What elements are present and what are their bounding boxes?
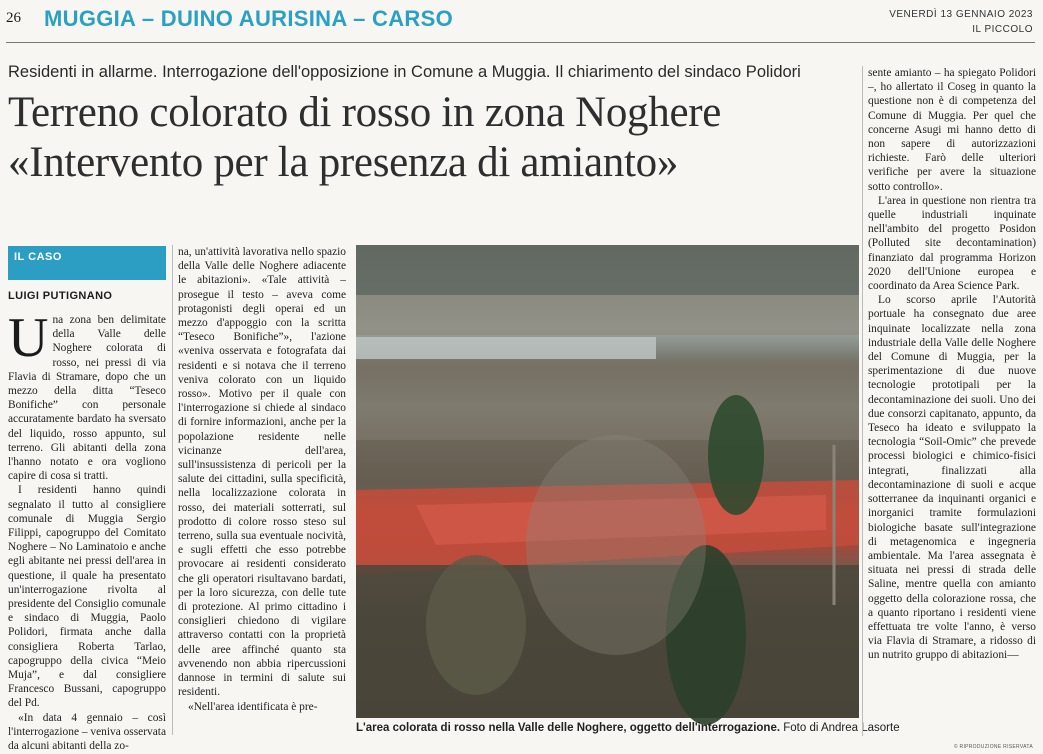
- photo-caption: [356, 722, 900, 734]
- reproduction-notice: © RIPRODUZIONE RISERVATA: [953, 744, 1033, 750]
- paragraph: I residenti hanno quindi segnalato il tutto al consigliere comunale di Muggia Sergio Filippi, capogruppo del Comitato Noghere – No Laminatoio e anche egli abitante nei pressi dell'area in questione, il quale ha presentato un'interrogazione rivolta al presidente del Consiglio comunale e sindaco di Muggia, Paolo Polidori, firmata anche dalla consigliera Roberta Tarlao, capogruppo della civica “Meio Muja”, e dal consigliere Francesco Bussani, capogruppo del Pd.: [8, 484, 166, 710]
- author-byline: LUIGI PUTIGNANO: [8, 290, 113, 302]
- newspaper-name: IL PICCOLO: [972, 24, 1033, 35]
- column-divider: [172, 245, 173, 735]
- tag-label: IL CASO: [14, 251, 62, 263]
- article-column-2: [178, 245, 346, 735]
- article-kicker: Residenti in allarme. Interrogazione dell'opposizione in Comune a Muggia. Il chiarimento del sindaco Polidori: [8, 63, 801, 81]
- paragraph: «In data 4 gennaio – così l'interrogazione – veniva osservata da alcuni abitanti della zo-: [8, 711, 166, 753]
- paragraph: na zona ben delimitate della Valle delle Noghere colorata di rosso, nei pressi di via Flavia di Stramare, dopo che un mezzo della ditta “Teseco Bonifiche” con personale accuratamente bardato ha sversato del liquido, rosso appunto, sul terreno. Gli abitanti della zona l'hanno notato e ora vogliono capire di cosa si tratti.: [8, 314, 166, 483]
- issue-date: VENERDÌ 13 GENNAIO 2023: [889, 9, 1033, 20]
- headline-line-2: «Intervento per la presenza di amianto»: [8, 139, 679, 186]
- section-title: MUGGIA – DUINO AURISINA – CARSO: [44, 6, 453, 31]
- dropcap: U: [8, 307, 49, 369]
- paragraph: sente amianto – ha spiegato Polidori –, ho allertato il Coseg in quanto la questione non è di competenza del Comune di Muggia. Per quel che concerne Asugi mi hanno detto di non sapere di autorizzazioni richieste. Farò delle ulteriori verifiche per avere la situazione sotto controllo».: [868, 67, 1036, 193]
- paragraph: Lo scorso aprile l'Autorità portuale ha consegnato due aree inquinate localizzate nella zona industriale della Valle delle Noghere del Comune di Muggia, per la sperimentazione di due nuove tecnologie prototipali per la decontaminazione dei suoli. Uno dei due consorzi capitanato, appunto, da Teseco ha ideato e sviluppato la tecnologia “Soil-Omic” che prevede processi biologici e chimico-fisici integrati, finalizzati alla decontaminazione di suoli e acque sotterranee da inquinanti organici e inorganici tramite formulazioni biologiche basate sull'integrazione di metagenomica e ingegneria ambientale. Ma l'area assegnata è situata nei pressi di strada delle Saline, mentre quella con amianto oggetto della colorazione rossa, che a quanto riportano i residenti viene effettuata tre volte l'anno, è verso via Flavia di Stramare, a ridosso di un nutrito gruppo di abitazioni—: [868, 294, 1036, 662]
- article-column-3: [868, 66, 1036, 738]
- paragraph: L'area in questione non rientra tra quelle industriali inquinate nell'ambito del progetto Posidon (Polluted site decontamination) finanziato dal programma Horizon 2020 dell'Unione europea e coordinato da Area Science Park.: [868, 194, 1036, 293]
- paragraph: na, un'attività lavorativa nello spazio della Valle delle Noghere adiacente le abitazioni». «Tale attività – prosegue il testo – aveva come protagonisti degli operai ed un mezzo d'appoggio con la scritta “Teseco Bonifiche”», l'azione «veniva osservata e fotografata dai residenti e si notava che il terreno veniva colorato con un liquido rosso». Motivo per il quale con l'interrogazione si chiede al sindaco di fornire informazioni, anche per la popolazione residente nelle vicinanze dell'area, sull'insussistenza di pericoli per la salute dei cittadini, sulla specificità, nella localizzazione colorata in rosso, dei materiali sotterrati, sul prodotto di colore rosso steso sul terreno, sulla sua eventuale nocività, e sugli effetti che esso potrebbe provocare ai residenti considerato che gli operatori risultavano bardati, per la loro sicurezza, con delle tute di protezione. Al primo cittadino i consiglieri chiedono di vigilare attraverso contatti con la proprietà delle aree affinché quanto sta avvenendo non abbia ripercussioni dannose in termini di salute sui residenti.: [178, 246, 346, 699]
- photo-credit: Foto di Andrea Lasorte: [780, 722, 900, 734]
- caption-text: L'area colorata di rosso nella Valle delle Noghere, oggetto dell'interrogazione.: [356, 722, 781, 734]
- article-column-1: [8, 307, 166, 753]
- paragraph: «Nell'area identificata è pre-: [188, 700, 318, 713]
- page-number: 26: [6, 10, 21, 26]
- headline-line-1: Terreno colorato di rosso in zona Noghere: [8, 89, 722, 136]
- column-divider: [862, 66, 863, 736]
- article-photo: [356, 245, 859, 718]
- header-rule: [6, 42, 1035, 43]
